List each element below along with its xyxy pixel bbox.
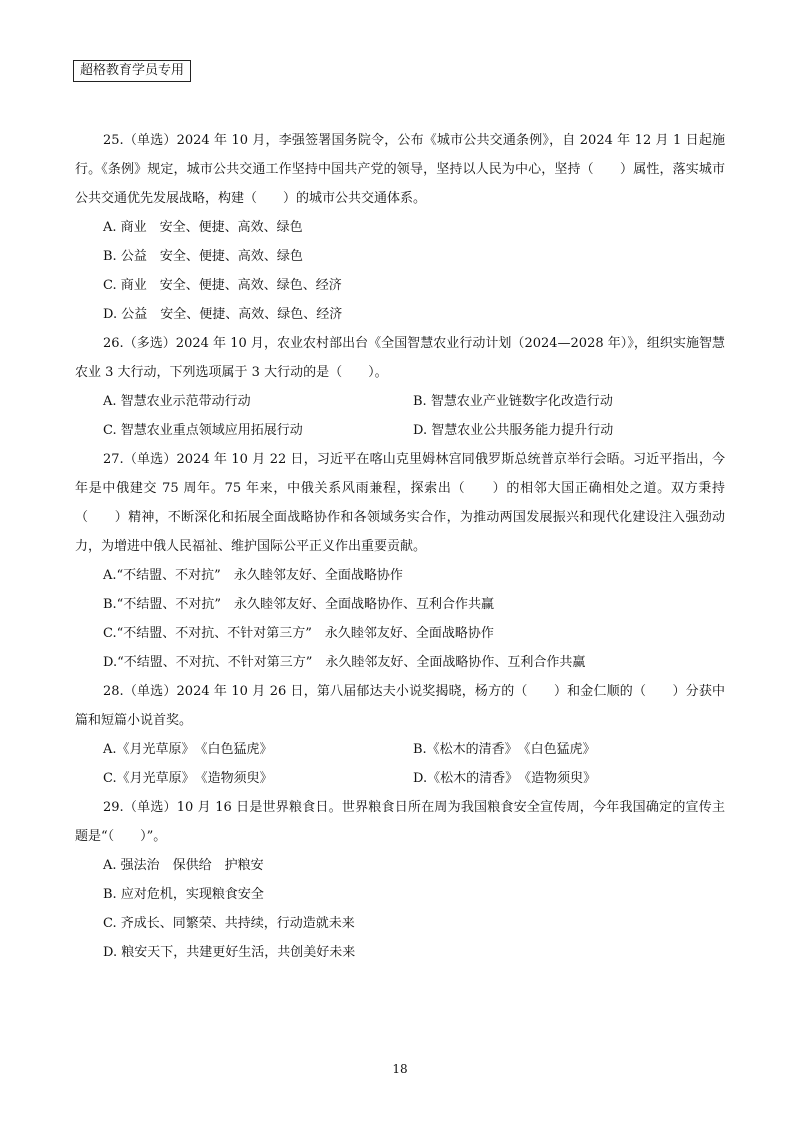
option-grid	[75, 735, 725, 793]
option-c: C. 智慧农业重点领域应用拓展行动	[103, 423, 303, 438]
question-25	[75, 126, 725, 329]
page-number: 18	[392, 1062, 408, 1076]
option-a: A.《月光草原》 《白色猛虎》	[103, 742, 273, 757]
option-b: B.《松木的清香》 《白色猛虎》	[413, 742, 596, 757]
question-27	[75, 445, 725, 677]
option-d: D. 智慧农业公共服务能力提升行动	[413, 423, 614, 438]
option-b: B. 智慧农业产业链数字化改造行动	[413, 394, 613, 409]
option-d: D.“不结盟、不对抗、不针对第三方” 永久睦邻友好、全面战略协作、互利合作共赢	[103, 655, 586, 670]
option-b: B. 公益 安全、便捷、高效、绿色	[103, 249, 303, 264]
question-stem: 28.（单选）2024 年 10 月 26 日，第八届郁达夫小说奖揭晓，杨方的（ ）和金仁顺的（ ）分获中篇和短篇小说首奖。	[75, 684, 725, 728]
question-29	[75, 793, 725, 967]
option-a: A. 强法治 保供给 护粮安	[103, 858, 264, 873]
option-grid	[75, 387, 725, 445]
option-a: A.“不结盟、不对抗” 永久睦邻友好、全面战略协作	[103, 568, 403, 583]
question-stem: 25.（单选）2024 年 10 月，李强签署国务院令，公布《城市公共交通条例》，自 2024 年 12 月 1 日起施行。《条例》规定，城市公共交通工作坚持中国共产党的领导，坚持以人民为中心，坚持（ ）属性，落实城市公共交通优先发展战略，构建（ ）的城市公共交通体系。	[75, 133, 725, 206]
option-a: A. 智慧农业示范带动行动	[103, 394, 251, 409]
option-c: C. 齐成长、同繁荣、共持续，行动造就未来	[103, 916, 355, 931]
option-c: C.《月光草原》 《造物须臾》	[103, 771, 273, 786]
usage-stamp: 超格教育学员专用	[73, 60, 191, 82]
question-26	[75, 329, 725, 445]
option-b: B.“不结盟、不对抗” 永久睦邻友好、全面战略协作、互利合作共赢	[103, 597, 494, 612]
option-d: D. 公益 安全、便捷、高效、绿色、经济	[103, 307, 343, 322]
question-stem: 26.（多选）2024 年 10 月，农业农村部出台《全国智慧农业行动计划（2024—2028 年）》，组织实施智慧农业 3 大行动，下列选项属于 3 大行动的是（ ）。	[75, 336, 725, 380]
option-b: B. 应对危机，实现粮食安全	[103, 887, 264, 902]
question-stem: 27.（单选）2024 年 10 月 22 日，习近平在喀山克里姆林宫同俄罗斯总统普京举行会晤。习近平指出，今年是中俄建交 75 周年。75 年来，中俄关系风雨兼程，探索出（ ）的相邻大国正确相处之道。双方秉持（ ）精神，不断深化和拓展全面战略协作和各领域务实合作，为推动两国发展振兴和现代化建设注入强劲动力，为增进中俄人民福祉、维护国际公平正义作出重要贡献。	[75, 452, 725, 554]
option-c: C.“不结盟、不对抗、不针对第三方” 永久睦邻友好、全面战略协作	[103, 626, 494, 641]
option-a: A. 商业 安全、便捷、高效、绿色	[103, 220, 303, 235]
option-d: D. 粮安天下，共建更好生活，共创美好未来	[103, 945, 356, 960]
question-28	[75, 677, 725, 793]
option-d: D.《松木的清香》 《造物须臾》	[413, 771, 597, 786]
question-list	[75, 126, 725, 967]
option-c: C. 商业 安全、便捷、高效、绿色、经济	[103, 278, 342, 293]
question-stem: 29.（单选）10 月 16 日是世界粮食日。世界粮食日所在周为我国粮食安全宣传周，今年我国确定的宣传主题是“（ ）”。	[75, 800, 725, 844]
